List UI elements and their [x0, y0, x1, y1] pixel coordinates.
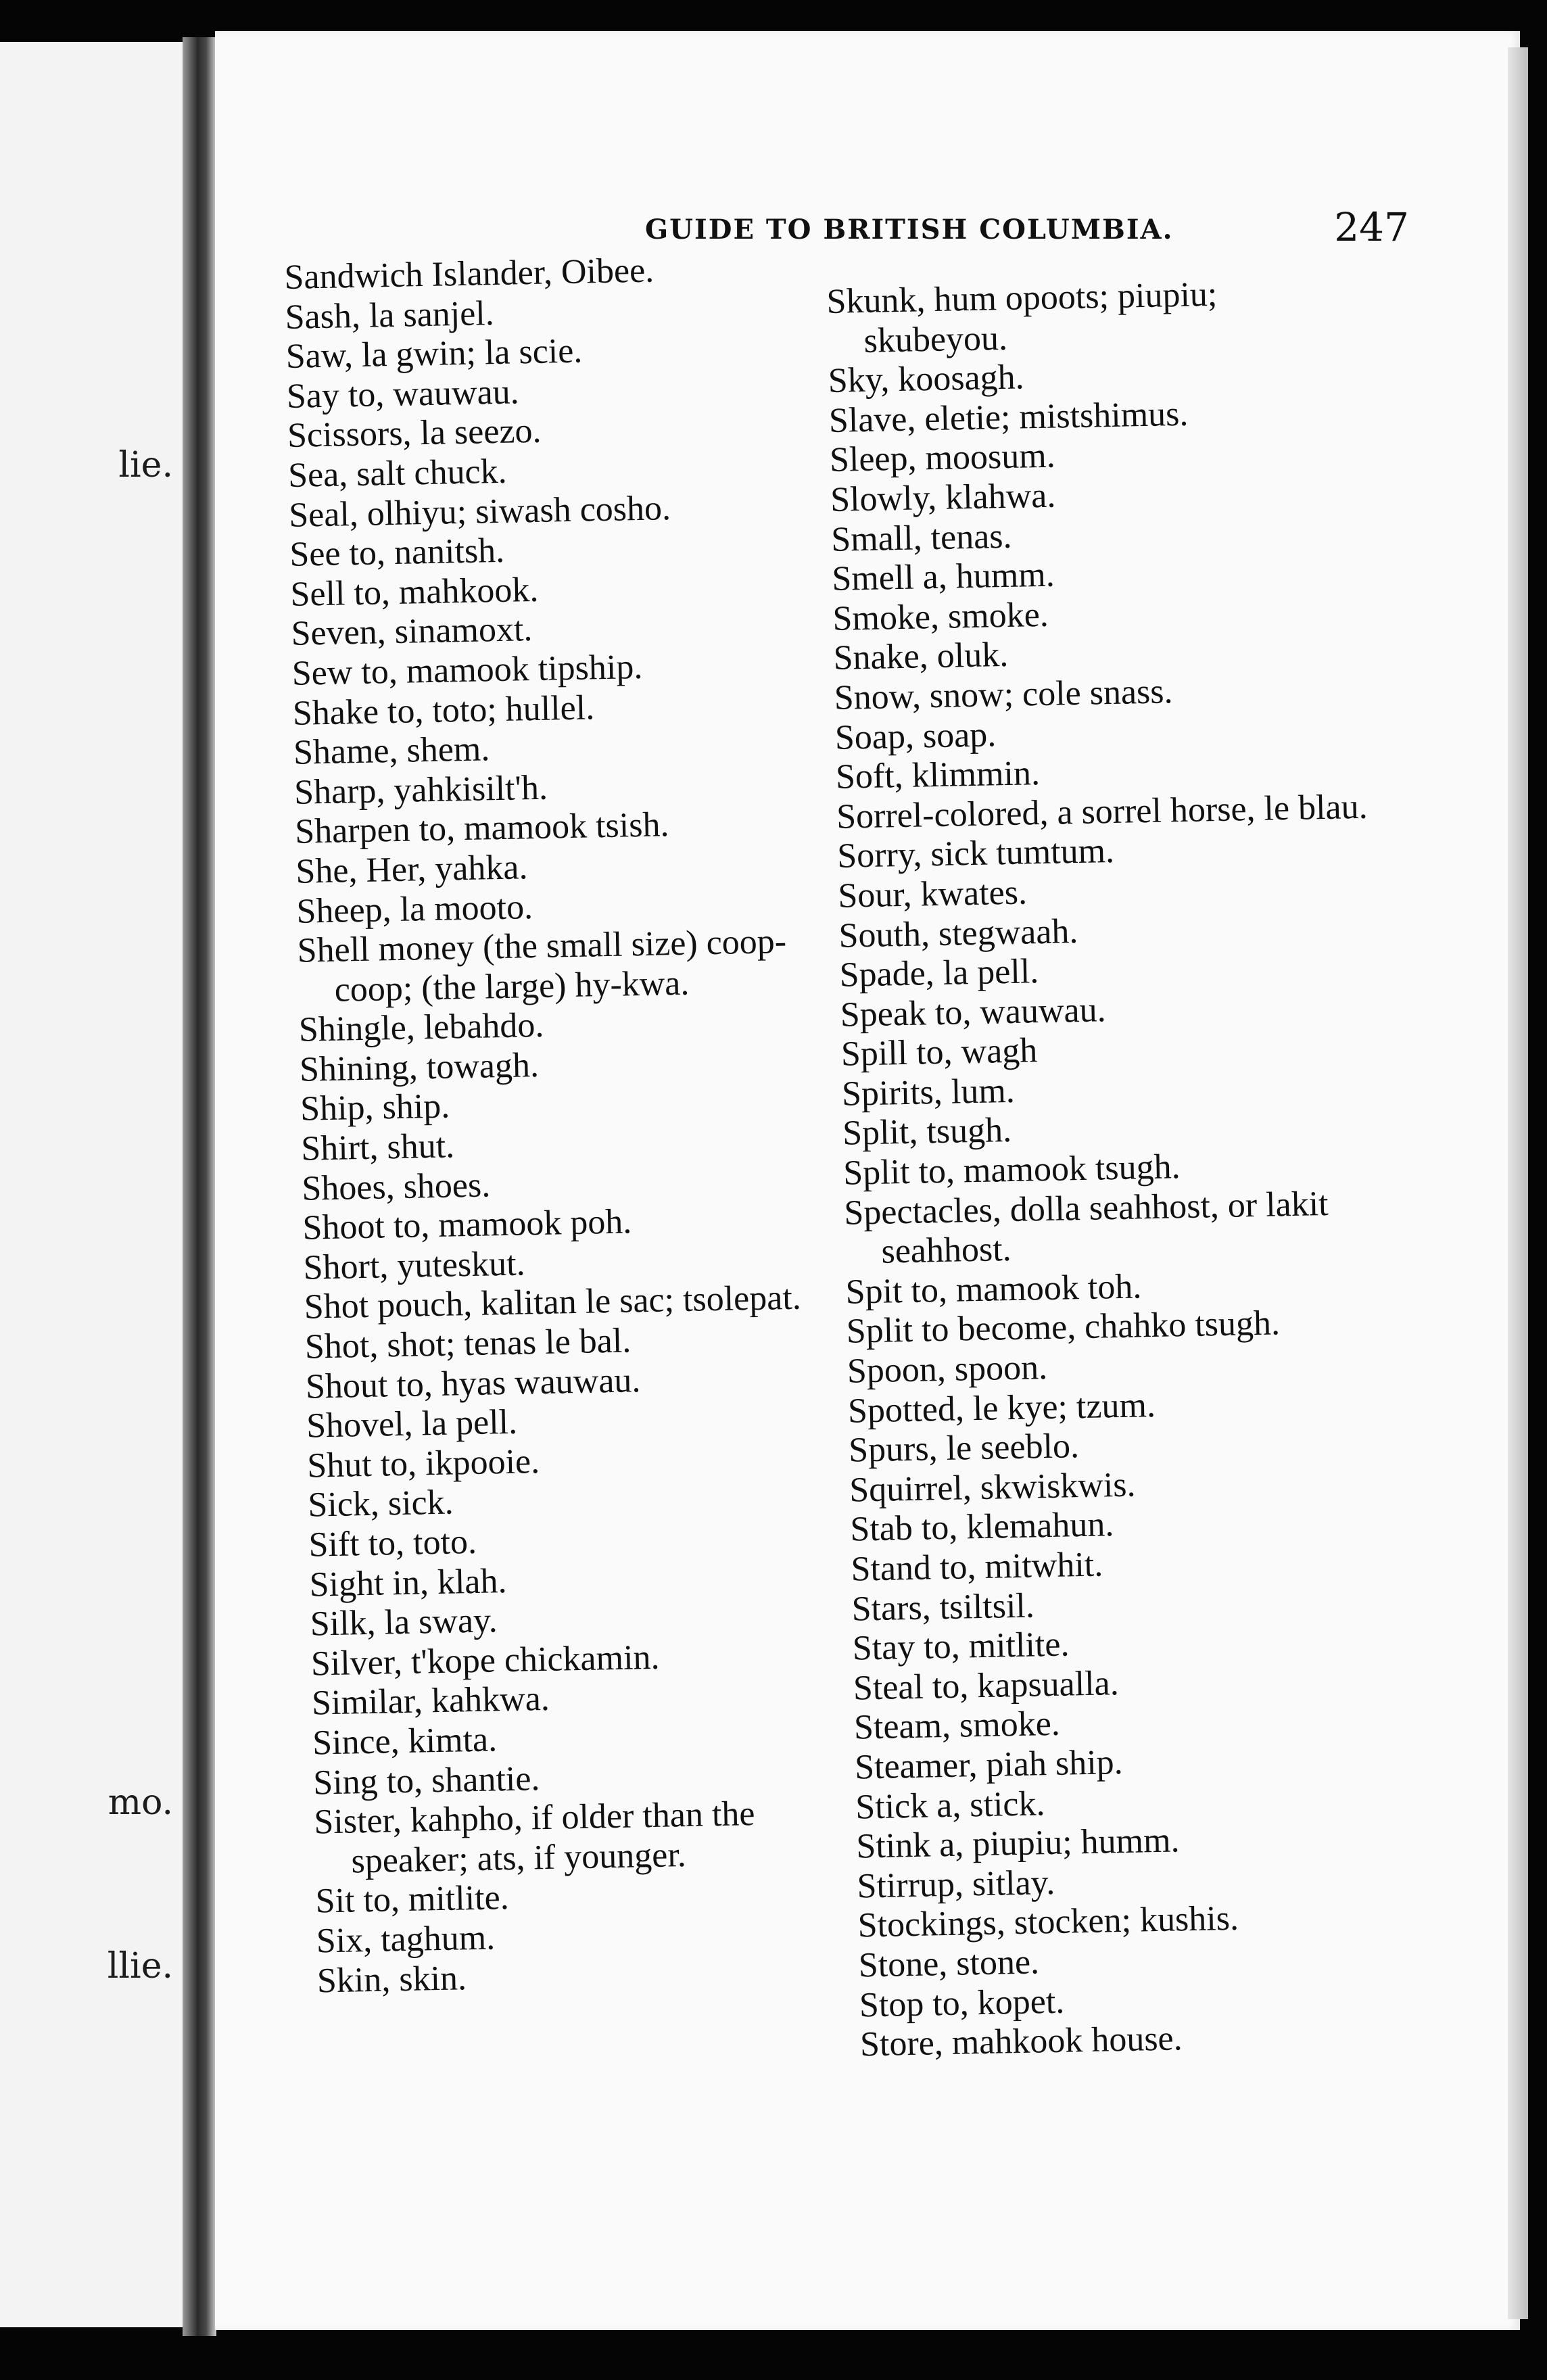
- vocabulary-entry: Stop to, kopet.: [859, 1982, 1065, 2025]
- facing-page-fragment: lie.: [118, 445, 173, 485]
- vocabulary-entry: Stars, tsiltsil.: [851, 1586, 1035, 1629]
- vocabulary-entry: Sea, salt chuck.: [287, 452, 508, 495]
- facing-page-fragment: llie.: [107, 1946, 173, 1986]
- page-number: 247: [1334, 204, 1409, 250]
- vocabulary-entry: Shining, towagh.: [299, 1045, 540, 1089]
- vocabulary-entry: Split, tsugh.: [842, 1111, 1012, 1153]
- vocabulary-entry: Steam, smoke.: [853, 1705, 1061, 1747]
- vocabulary-entry: Stand to, mitwhit.: [850, 1545, 1103, 1589]
- running-head: [429, 181, 1409, 256]
- vocabulary-entry: Skin, skin.: [316, 1958, 467, 2001]
- vocabulary-entry: Sky, koosagh.: [828, 358, 1025, 401]
- vocabulary-entry: Spurs, le seeblo.: [848, 1427, 1080, 1470]
- vocabulary-entry: Shirt, shut.: [300, 1126, 455, 1168]
- vocabulary-entry: Shot, shot; tenas le bal.: [304, 1321, 632, 1366]
- vocabulary-entry: Sheep, la mooto.: [295, 887, 533, 931]
- vocabulary-entry: Squirrel, skwiskwis.: [849, 1465, 1137, 1510]
- vocabulary-entry: She, Her, yahka.: [295, 848, 528, 891]
- vocabulary-entry: Sorry, sick tumtum.: [836, 832, 1115, 876]
- running-head-title: GUIDE TO BRITISH COLUMBIA.: [645, 214, 1174, 245]
- vocabulary-entry: Sharpen to, mamook tsish.: [294, 805, 669, 852]
- left-vocabulary-column: [284, 248, 838, 2001]
- right-vocabulary-column: [826, 272, 1401, 2066]
- vocabulary-entry: Spectacles, dolla seahhost, or lakit seahhost.: [843, 1184, 1329, 1271]
- vocabulary-entry: Slowly, klahwa.: [830, 476, 1056, 519]
- vocabulary-entry: Sell to, mahkook.: [289, 570, 539, 614]
- vocabulary-entry: Speak to, wauwau.: [840, 990, 1107, 1034]
- vocabulary-entry: Sister, kahpho, if older than the speaker; ats, if younger.: [313, 1794, 755, 1881]
- vocabulary-entry: Soap, soap.: [834, 715, 997, 757]
- vocabulary-entry: Shout to, hyas wauwau.: [305, 1360, 641, 1406]
- vocabulary-entry: Sit to, mitlite.: [315, 1878, 510, 1921]
- vocabulary-entry: Shingle, lebahdo.: [298, 1006, 544, 1050]
- vocabulary-entry: Sift to, toto.: [308, 1522, 477, 1565]
- vocabulary-entry: See to, nanitsh.: [289, 531, 505, 575]
- vocabulary-entry: Spade, la pell.: [839, 952, 1039, 995]
- vocabulary-entry: Steal to, kapsualla.: [853, 1663, 1120, 1708]
- vocabulary-entry: Sew to, mamook tipship.: [291, 647, 643, 693]
- vocabulary-entry: Store, mahkook house.: [859, 2019, 1183, 2064]
- vocabulary-entry: Sour, kwates.: [837, 873, 1028, 915]
- vocabulary-entry: Saw, la gwin; la scie.: [285, 331, 583, 377]
- vocabulary-entry: Seal, olhiyu; siwash cosho.: [288, 488, 671, 535]
- vocabulary-entry: Soft, klimmin.: [835, 754, 1041, 796]
- vocabulary-entry: Silk, la sway.: [310, 1601, 498, 1644]
- vocabulary-entry: Stink a, piupiu; humm.: [855, 1821, 1181, 1866]
- vocabulary-entry: Similar, kahkwa.: [311, 1680, 550, 1723]
- vocabulary-entry: Stay to, mitlite.: [852, 1625, 1070, 1668]
- vocabulary-entry: Seven, sinamoxt.: [291, 610, 533, 654]
- vocabulary-entry: Shake to, toto; hullel.: [292, 688, 595, 733]
- vocabulary-entry: South, stegwaah.: [838, 911, 1078, 955]
- vocabulary-entry: Shell money (the small size) coop-coop; (the large) hy-kwa.: [297, 922, 787, 1009]
- vocabulary-entry: Skunk, hum opoots; piupiu; skubeyou.: [826, 275, 1218, 360]
- vocabulary-entry: Smell a, humm.: [831, 555, 1055, 599]
- vocabulary-entry: Stone, stone.: [858, 1943, 1040, 1985]
- vocabulary-entry: Steamer, piah ship.: [854, 1742, 1124, 1787]
- facing-page-edge: [0, 42, 183, 2327]
- vocabulary-entry: Small, tenas.: [830, 517, 1012, 559]
- vocabulary-entry: Shoot to, mamook poh.: [302, 1202, 632, 1247]
- vocabulary-entry: Say to, wauwau.: [286, 373, 520, 416]
- vocabulary-entry: Sick, sick.: [307, 1483, 454, 1525]
- vocabulary-entry: Spit to, mamook toh.: [845, 1267, 1142, 1312]
- vocabulary-entry: Snake, oluk.: [833, 636, 1009, 678]
- vocabulary-entry: Shoes, shoes.: [301, 1166, 491, 1208]
- vocabulary-entry: Stirrup, sitlay.: [856, 1863, 1055, 1906]
- vocabulary-entry: Stockings, stocken; kushis.: [857, 1899, 1239, 1945]
- vocabulary-entry: Spill to, wagh: [840, 1031, 1038, 1074]
- vocabulary-entry: Split to, mamook tsugh.: [842, 1147, 1181, 1193]
- vocabulary-entry: Spotted, le kye; tzum.: [847, 1385, 1156, 1431]
- vocabulary-entry: Ship, ship.: [300, 1087, 450, 1129]
- vocabulary-entry: Sleep, moosum.: [829, 436, 1056, 480]
- page-edge-shadow: [1508, 47, 1528, 2319]
- vocabulary-entry: Slave, eletie; mistshimus.: [828, 394, 1189, 440]
- vocabulary-entry: Shovel, la pell.: [306, 1402, 518, 1446]
- vocabulary-entry: Smoke, smoke.: [832, 595, 1049, 638]
- vocabulary-entry: Six, taghum.: [316, 1918, 496, 1961]
- vocabulary-entry: Sandwich Islander, Oibee.: [284, 251, 654, 297]
- vocabulary-entry: Scissors, la seezo.: [287, 412, 542, 456]
- vocabulary-entry: Shame, shem.: [293, 730, 490, 772]
- vocabulary-entry: Sight in, klah.: [309, 1561, 507, 1604]
- vocabulary-entry: Shot pouch, kalitan le sac; tsolepat.: [304, 1279, 802, 1327]
- vocabulary-entry: Since, kimta.: [312, 1720, 498, 1763]
- book-gutter: [183, 37, 216, 2336]
- vocabulary-entry: Spoon, spoon.: [847, 1348, 1048, 1391]
- vocabulary-entry: Stab to, klemahun.: [849, 1505, 1114, 1550]
- vocabulary-entry: Sing to, shantie.: [312, 1759, 540, 1803]
- vocabulary-entry: Split to become, chahko tsugh.: [846, 1304, 1281, 1352]
- vocabulary-entry: Stick a, stick.: [855, 1784, 1045, 1827]
- vocabulary-entry: Spirits, lum.: [841, 1071, 1016, 1114]
- vocabulary-entry: Sharp, yahkisilt'h.: [293, 768, 548, 812]
- vocabulary-entry: Short, yuteskut.: [303, 1244, 526, 1287]
- vocabulary-entry: Sorrel-colored, a sorrel horse, le blau.: [836, 787, 1368, 836]
- vocabulary-entry: Silver, t'kope chickamin.: [310, 1638, 660, 1684]
- vocabulary-entry: Snow, snow; cole snass.: [834, 672, 1173, 717]
- vocabulary-entry: Sash, la sanjel.: [285, 293, 495, 337]
- vocabulary-entry: Shut to, ikpooie.: [306, 1442, 540, 1485]
- facing-page-fragment: mo.: [108, 1782, 173, 1823]
